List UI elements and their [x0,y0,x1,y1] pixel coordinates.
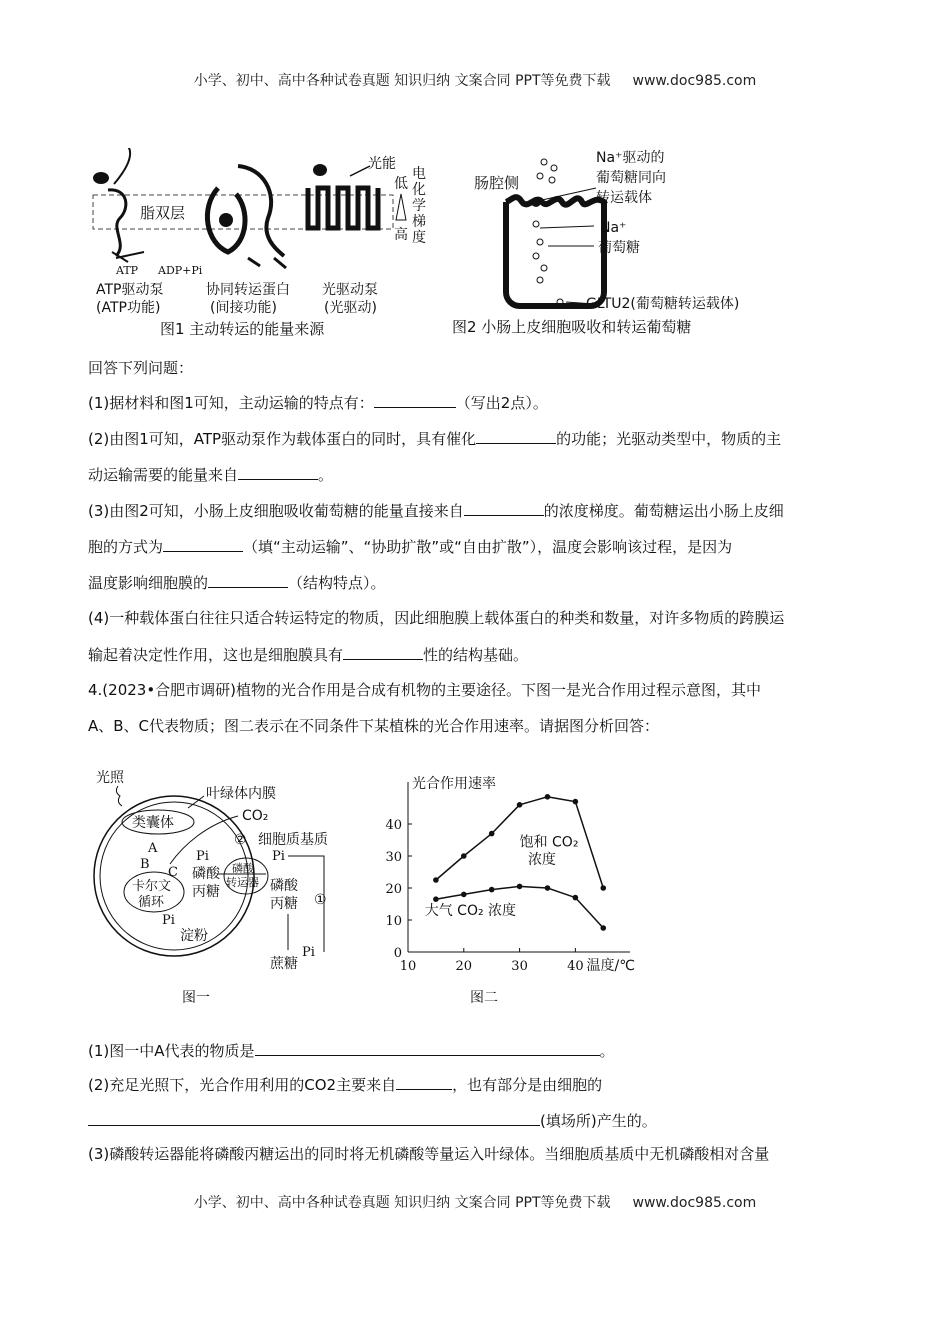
atp-label: ATP [116,264,139,277]
gradient-high: 高 [394,227,408,243]
p4q3-text-a: (3)磷酸转运器能将磷酸丙糖运出的同时将无机磷酸等量运入叶绿体。当细胞质基质中无机磷酸相对含量 [88,1145,770,1163]
page-header [0,70,950,90]
page-footer [0,1192,950,1212]
light-pump-helices [308,188,378,228]
lumen-label: 肠腔侧 [474,174,520,192]
p4q2-line2 [88,1110,868,1131]
series-1-label-1: 饱和 CO₂ [519,834,579,851]
x-tick-label: 30 [511,959,528,974]
q1-tail: （写出2点）。 [455,394,548,412]
gradient-low: 低 [394,176,408,192]
glucose-molecules [533,159,563,305]
transporter-label-1: 磷酸 [232,862,254,875]
x-tick-label: 20 [455,959,473,974]
step2-label: ② [234,832,247,848]
q1-line [88,392,868,413]
intro-line [88,358,868,378]
light-text: 光照 [96,770,124,786]
q3-text-b: 的浓度梯度。葡萄糖运出小肠上皮细 [543,502,784,520]
light-label: 光能 [368,156,396,172]
header-site[interactable]: www.doc985.com [632,73,757,89]
pga-outside-1: 磷酸 [270,878,298,894]
carrier-label-1: Na⁺驱动的 [596,150,665,166]
q3-text-f: （结构特点）。 [288,574,386,592]
series-1-point [517,802,523,808]
q3-text-a: (3)由图2可知，小肠上皮细胞吸收葡萄糖的能量直接来自 [88,502,464,520]
q2-text-b: 的功能；光驱动类型中，物质的主 [556,430,782,448]
na-label: Na⁺ [600,220,627,236]
series-1-point [433,877,439,883]
fig1-caption: 图1 主动转运的能量来源 [160,320,325,338]
p4q1-blank[interactable] [255,1040,600,1056]
pump1-protein [108,190,126,256]
q4-line1 [88,608,868,628]
q3-blank-1[interactable] [464,500,544,516]
q2-line1 [88,428,868,449]
diagram1-caption: 图一 [182,990,210,1006]
figure-1-energy-sources [88,148,438,346]
series-2-point [489,887,495,893]
photosynthesis-rate-chart [370,770,650,1010]
p4q2-text-a: (2)充足光照下，光合作用利用的CO2主要来自 [88,1076,397,1094]
light-squiggle [116,786,122,806]
epithelial-cell [506,197,604,306]
q2-line2 [88,464,868,485]
gradient-wedge [396,194,406,220]
b-label: B [140,857,150,872]
p4-line2 [88,716,868,736]
pump1-solute [93,172,109,184]
x-tick-label: 40 [567,959,584,974]
q4-line2 [88,644,868,665]
q3-line3 [88,572,868,593]
p4q2-text-b: ，也有部分是由细胞的 [452,1076,603,1094]
footer-site[interactable]: www.doc985.com [632,1195,757,1211]
p4q1-text-b: 。 [599,1042,615,1060]
series-2-point [600,925,606,931]
q2-text-c: 动运输需要的能量来自 [88,466,239,484]
pi-outside-label: Pi [272,849,285,864]
transporter-label-2: 转运器 [226,876,259,889]
p4-text-b: A、B、C代表物质；图二表示在不同条件下某植株的光合作用速率。请据图分析回答： [88,717,660,735]
pga-inside-2: 丙糖 [192,884,220,900]
pump1-note: (ATP功能) [96,300,161,316]
series-1-point [545,794,551,800]
q3-line1 [88,500,868,521]
pump3-solute [313,164,327,176]
series-1-point [461,853,467,859]
series-2-point [433,896,439,902]
co2-label: CO₂ [242,808,269,824]
q1-blank[interactable] [374,392,456,408]
pump2-note: (间接功能) [210,300,277,316]
cotransported-solute [219,213,233,227]
c-label: C [168,865,178,880]
q2-text-d: 。 [318,466,334,484]
y-tick-label: 40 [385,818,402,833]
pga-outside-2: 丙糖 [270,896,298,912]
figure-2-glucose-transport [448,142,798,342]
q3-line2 [88,536,868,557]
p4q1-line [88,1040,868,1061]
y-axis-label: 光合作用速率 [412,776,496,792]
q3-blank-3[interactable] [208,572,288,588]
q3-text-e: 温度影响细胞膜的 [88,574,209,592]
series-2-point [517,884,523,890]
q3-blank-2[interactable] [163,536,243,552]
gradient-title: 电化学梯度 [412,166,426,246]
pi-calvin-label: Pi [162,913,175,928]
p4q3-line1 [88,1144,868,1164]
pump3-note: (光驱动) [324,300,377,316]
a-label: A [148,841,158,856]
series-2-point [545,885,551,891]
p4q2-line1 [88,1074,868,1095]
sucrose-label: 蔗糖 [270,956,298,972]
calvin-label-2: 循环 [138,895,165,910]
pump3-name: 光驱动泵 [322,282,378,298]
chart-caption: 图二 [470,990,498,1006]
q3-text-d: （填“主动运输”、“协助扩散”或“自由扩散”），温度会影响该过程，是因为 [243,538,733,556]
y-tick-label: 20 [385,882,402,897]
q4-text-c: 性的结构基础。 [423,646,529,664]
q4-text-a: (4)一种载体蛋白往往只适合转运特定的物质，因此细胞膜上载体蛋白的种类和数量，对许多物质的跨膜运 [88,609,785,627]
pi-inside-label: Pi [196,849,209,864]
series-1-point [489,831,495,837]
diagram-photosynthesis [88,764,346,1008]
inner-membrane-label: 叶绿体内膜 [206,786,276,802]
thylakoid-label: 类囊体 [132,815,174,831]
sglt-carrier [531,197,541,207]
series-2-point [461,892,467,898]
series-1-point [600,885,606,891]
y-tick-label: 0 [393,946,402,961]
cotransport-arrows [248,258,286,268]
glucose-label: 葡萄糖 [598,240,640,256]
q2-blank-2[interactable] [238,464,318,480]
series-2-point [573,895,579,901]
light-arrow [350,166,370,176]
adp-label: ADP+Pi [158,264,203,277]
q3-text-c: 胞的方式为 [88,538,164,556]
q2-text-a: (2)由图1可知，ATP驱动泵作为载体蛋白的同时，具有催化 [88,430,477,448]
header-text: 小学、初中、高中各种试卷真题 知识归纳 文案合同 PPT等免费下载 [193,73,611,89]
y-tick-label: 30 [385,850,402,865]
fig2-caption: 图2 小肠上皮细胞吸收和转运葡萄糖 [452,318,692,336]
p4q2-text-c: (填场所)产生的。 [540,1112,657,1130]
step1-label: ① [314,892,327,908]
x-tick-label: 10 [399,959,417,974]
y-tick-label: 10 [385,914,402,929]
footer-text: 小学、初中、高中各种试卷真题 知识归纳 文案合同 PPT等免费下载 [193,1195,611,1211]
series-1-point [573,799,579,805]
intro-text: 回答下列问题： [88,359,194,377]
series-1-label-2: 浓度 [527,852,556,868]
x-axis-label: 温度/℃ [586,958,635,974]
series-2-label: 大气 CO₂ 浓度 [424,903,517,920]
p4-line1 [88,680,868,700]
q2-blank-1[interactable] [476,428,556,444]
starch-label: 淀粉 [180,928,208,944]
lipid-bilayer-label: 脂双层 [140,204,186,222]
pump1-arrow [114,148,130,184]
pump2-name: 协同转运蛋白 [206,282,290,298]
pga-inside-1: 磷酸 [192,866,220,882]
carrier-label-2: 葡萄糖同向 [596,170,666,186]
carrier-label-3: 转运载体 [596,190,652,206]
p4q2-blank-2[interactable] [88,1110,540,1126]
p4q2-blank-1[interactable] [396,1074,452,1090]
calvin-label-1: 卡尔文 [132,879,172,894]
q1-text: (1)据材料和图1可知，主动运输的特点有： [88,394,374,412]
q4-blank[interactable] [343,644,423,660]
pi-sucrose-label: Pi [302,945,315,960]
cytoplasm-label: 细胞质基质 [258,832,328,848]
p4q1-text-a: (1)图一中A代表的物质是 [88,1042,255,1060]
q4-text-b: 输起着决定性作用，这也是细胞膜具有 [88,646,344,664]
glut2-label: GLTU2(葡萄糖转运载体) [586,296,740,312]
p4-text-a: 4.(2023•合肥市调研)植物的光合作用是合成有机物的主要途径。下图一是光合作用过程示意图，其中 [88,681,762,699]
pump1-name: ATP驱动泵 [96,282,164,298]
